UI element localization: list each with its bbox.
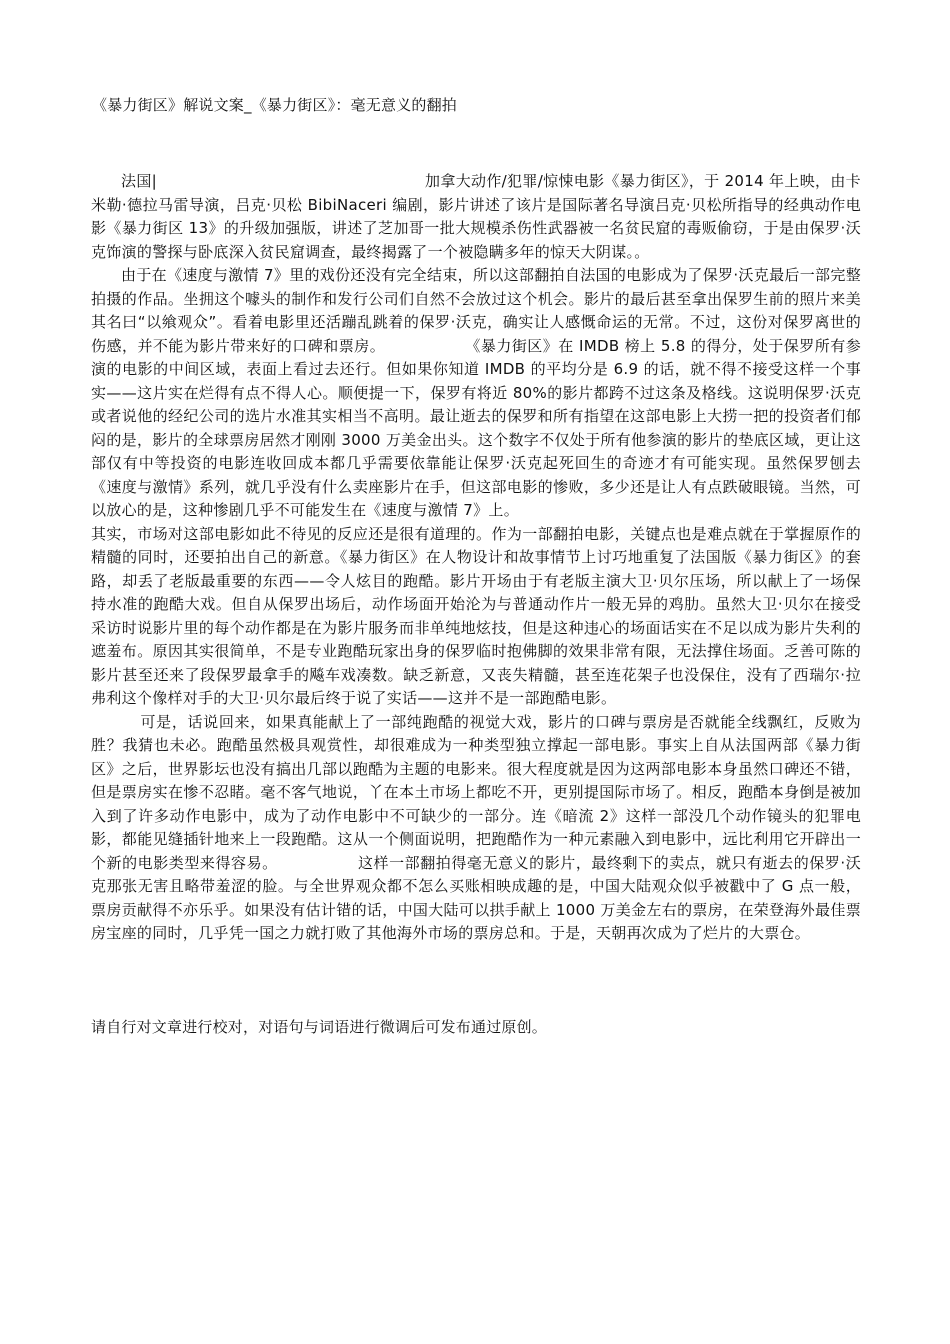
paragraph-intro (91, 170, 861, 264)
paragraph-parkour (91, 711, 861, 946)
paragraph-market-reaction: 其实，市场对这部电影如此不待见的反应还是很有道理的。作为一部翻拍电影，关键点也是难点就在于掌握原作的精髓的同时，还要拍出自己的新意。《暴力街区》在人物设计和故事情节上讨巧地重复了法国版《暴力街区》的套路，却丢了老版最重要的东西——令人炫目的跑酷。影片开场由于有老版主演大卫·贝尔压场，所以献上了一场保持水准的跑酷大戏。但自从保罗出场后，动作场面开始沦为与普通动作片一般无异的鸡肋。虽然大卫·贝尔在接受采访时说影片里的每个动作都是在为影片服务而非单纯地炫技，但是这种违心的场面话实在不足以成为影片失利的遮羞布。原因其实很简单，不是专业跑酷玩家出身的保罗临时抱佛脚的效果非常有限，无法撑住场面。乏善可陈的影片甚至还来了段保罗最拿手的飚车戏凑数。缺乏新意，又丧失精髓，甚至连花架子也没保住，没有了西瑞尔·拉弗利这个像样对手的大卫·贝尔最后终于说了实话——这并不是一部跑酷电影。 (91, 524, 861, 707)
footer-note: 请自行对文章进行校对，对语句与词语进行微调后可发布通过原创。 (91, 1018, 548, 1036)
parkour-text-a: 可是，话说回来，如果真能献上了一部纯跑酷的视觉大戏，影片的口碑与票房是否就能全线飘红，反败为胜？我猜也未必。跑酷虽然极具观赏性，却很难成为一种类型独立撑起一部电影。事实上自从法国两部《暴力街区》之后，世界影坛也没有搞出几部以跑酷为主题的电影来。很大程度就是因为这两部电影本身虽然口碑还不错，但是票房实在惨不忍睹。毫不客气地说，丫在本土市场上都吃不开，更别提国际市场了。相反，跑酷本身倒是被加入到了许多动作电影中，成为了动作电影中不可缺少的一部分。连《暗流 2》这样一部没几个动作镜头的犯罪电影，都能见缝插针地来上一段跑酷。这从一个侧面说明，把跑酷作为一种元素融入到电影中，远比利用它开辟出一个新的电影类型来得容易。 (91, 712, 861, 872)
paragraph-box-office (91, 264, 861, 523)
intro-text: 加拿大动作/犯罪/惊悚电影《暴力街区》，于 2014 年上映，由卡米勒·德拉马雷导演，吕克·贝松 BibiNaceri 编剧，影片讲述了该片是国际著名导演吕克·贝松所指导的经典动作电影《暴力街区 13》的升级加强版，讲述了芝加哥一批大规模杀伤性武器被一名贫民窟的毒贩偷窃，于是由保罗·沃克饰演的警探与卧底深入贫民窟调查，最终揭露了一个被隐瞒多年的惊天大阴谋。。 (91, 172, 861, 261)
box-office-text-a: 由于在《速度与激情 7》里的戏份还没有完全结束，所以这部翻拍自法国的电影成为了保罗·沃克最后一部完整拍摄的作品。坐拥这个噱头的制作和发行公司们自然不会放过这个机会。影片的最后甚至拿出保罗生前的照片来美其名曰“以飨观众”。看着电影里还活蹦乱跳着的保罗·沃克，确实让人感慨命运的无常。不过，这份对保罗离世的伤感，并不能为影片带来好的口碑和票房。 (91, 266, 861, 355)
parkour-text-b: 这样一部翻拍得毫无意义的影片，最终剩下的卖点，就只有逝去的保罗·沃克那张无害且略带羞涩的脸。与全世界观众都不怎么买账相映成趣的是，中国大陆观众似乎被戳中了 G 点一般，票房贡献得不亦乐乎。如果没有估计错的话，中国大陆可以拱手献上 1000 万美金左右的票房，在荣登海外最佳票房宝座的同时，几乎凭一国之力就打败了其他海外市场的票房总和。于是，天朝再次成为了烂片的大票仓。 (91, 853, 861, 942)
document-title: 《暴力街区》解说文案_《暴力街区》：毫无意义的翻拍 (92, 96, 458, 114)
box-office-text-b: 《暴力街区》在 IMDB 榜上 5.8 的得分，处于保罗所有参演的电影的中间区域，表面上看过去还行。但如果你知道 IMDB 的平均分是 6.9 的话，就不得不接受这样一个事实——这片实在烂得有点不得人心。顺便提一下，保罗有将近 80%的影片都跨不过这条及格线。这说明保罗·沃克或者说他的经纪公司的选片水准其实相当不高明。最让逝去的保罗和所有指望在这部电影上大捞一把的投资者们郁闷的是，影片的全球票房居然才刚刚 3000 万美金出头。这个数字不仅处于所有他参演的影片的垫底区域，更让这部仅有中等投资的电影连收回成本都几乎需要依靠能让保罗·沃克起死回生的奇迹才有可能实现。虽然保罗刨去《速度与激情》系列，就几乎没有什么卖座影片在手，但这部电影的惨败，多少还是让人有点跌破眼镜。当然，可以放心的是，这种惨剧几乎不可能发生在《速度与激情 7》上。 (91, 336, 862, 519)
article-body (91, 170, 861, 946)
intro-country-label: 法国| (121, 172, 158, 190)
